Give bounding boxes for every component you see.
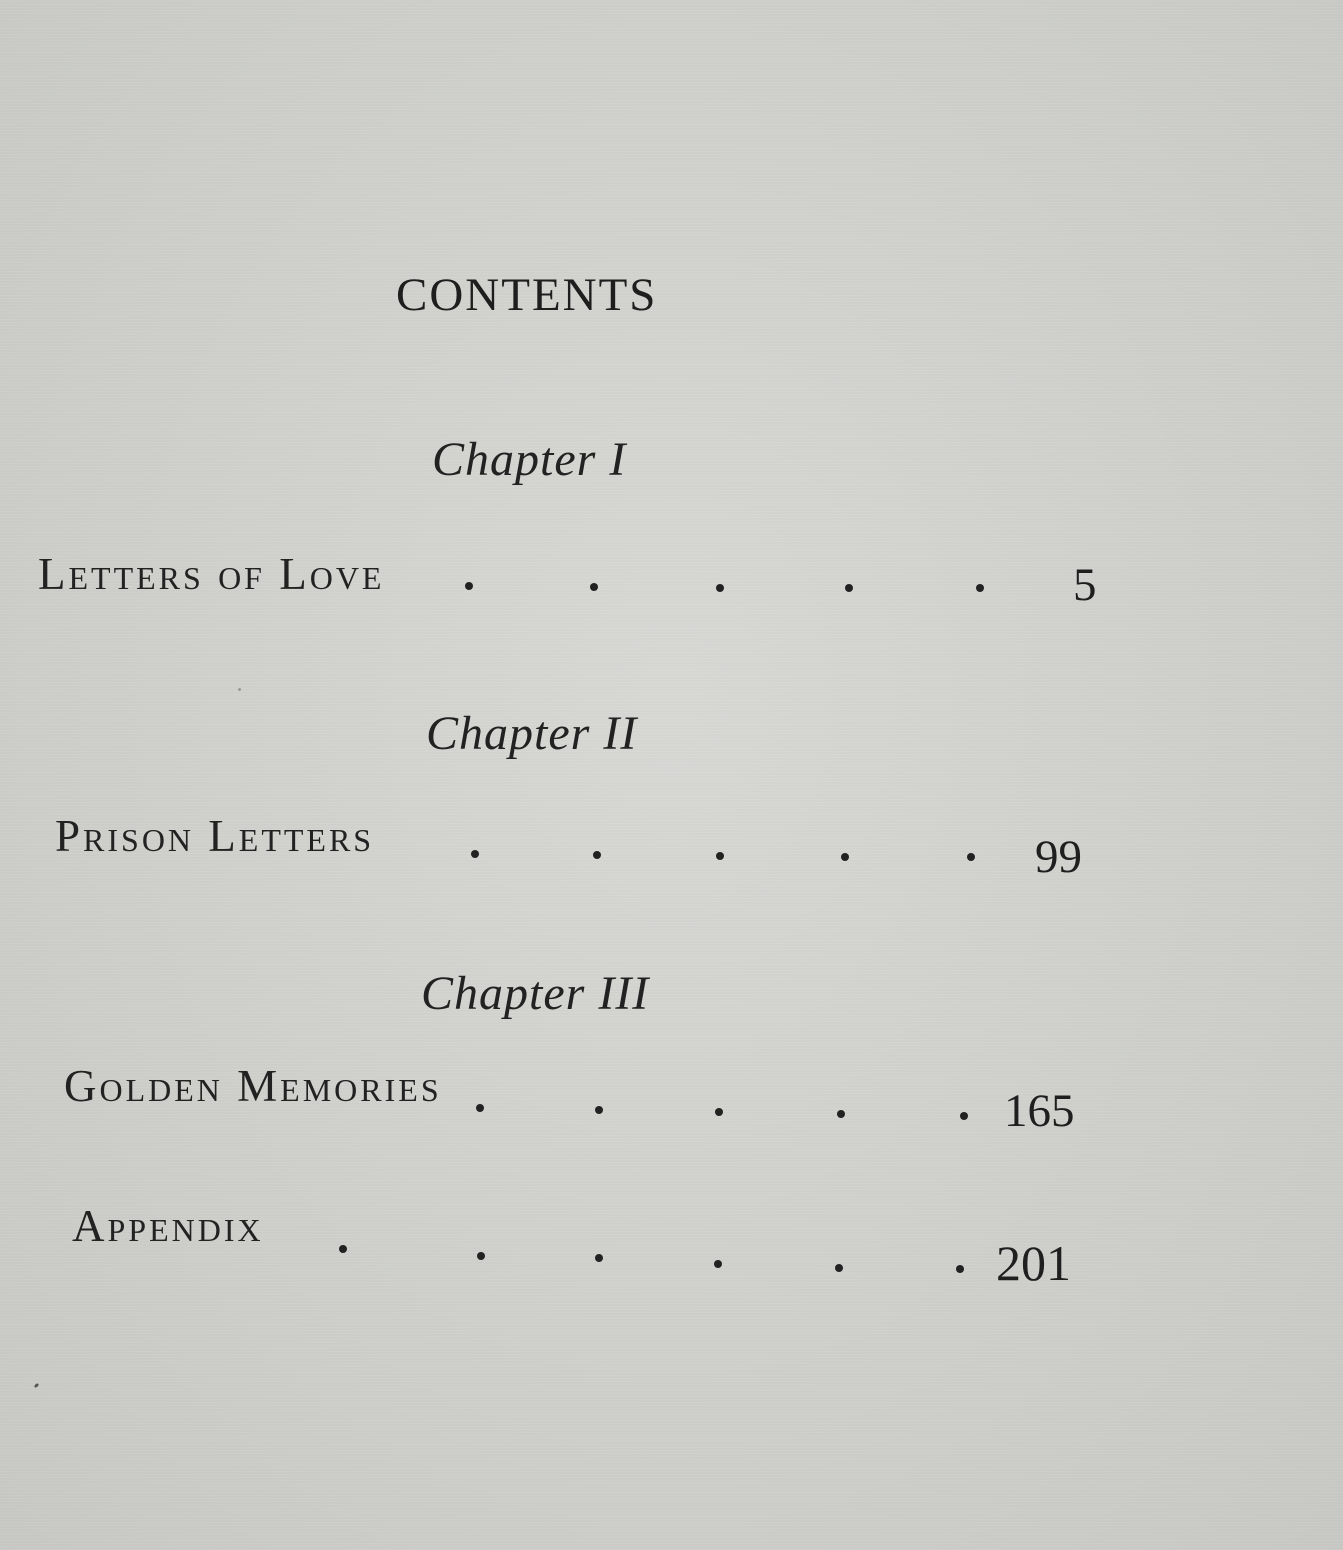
leader-dot [956, 1265, 964, 1273]
leader-dot [967, 853, 975, 861]
entry-1-title: Letters of Love [38, 549, 385, 599]
paper-speck [34, 1383, 40, 1389]
entry-1-page-number: 5 [1073, 559, 1097, 611]
leader-dot [835, 1264, 843, 1272]
paper-speck [237, 687, 241, 691]
leader-dot [841, 853, 849, 861]
leader-dot [477, 1252, 485, 1260]
leader-dot [976, 584, 984, 592]
entry-3-page-number: 165 [1004, 1085, 1075, 1137]
leader-dot [960, 1112, 968, 1120]
chapter-1-label: Chapter I [432, 433, 627, 486]
entry-4-title: Appendix [72, 1201, 264, 1251]
leader-dot [595, 1106, 603, 1114]
leader-dot [590, 583, 598, 591]
leader-dot [714, 1260, 722, 1268]
chapter-3-label: Chapter III [421, 967, 650, 1020]
leader-dot [716, 852, 724, 860]
chapter-2-label: Chapter II [426, 707, 638, 760]
leader-dot [339, 1245, 347, 1253]
entry-2-page-number: 99 [1035, 831, 1082, 883]
entry-2-title: Prison Letters [55, 811, 375, 861]
leader-dot [845, 584, 853, 592]
leader-dot [471, 850, 479, 858]
leader-dot [465, 582, 473, 590]
leader-dot [593, 851, 601, 859]
contents-heading: CONTENTS [396, 269, 658, 321]
leader-dot [837, 1110, 845, 1118]
leader-dot [716, 584, 724, 592]
entry-3-title: Golden Memories [64, 1061, 442, 1111]
leader-dot [715, 1108, 723, 1116]
leader-dot [595, 1254, 603, 1262]
leader-dot [476, 1104, 484, 1112]
entry-4-page-number: 201 [996, 1235, 1071, 1291]
